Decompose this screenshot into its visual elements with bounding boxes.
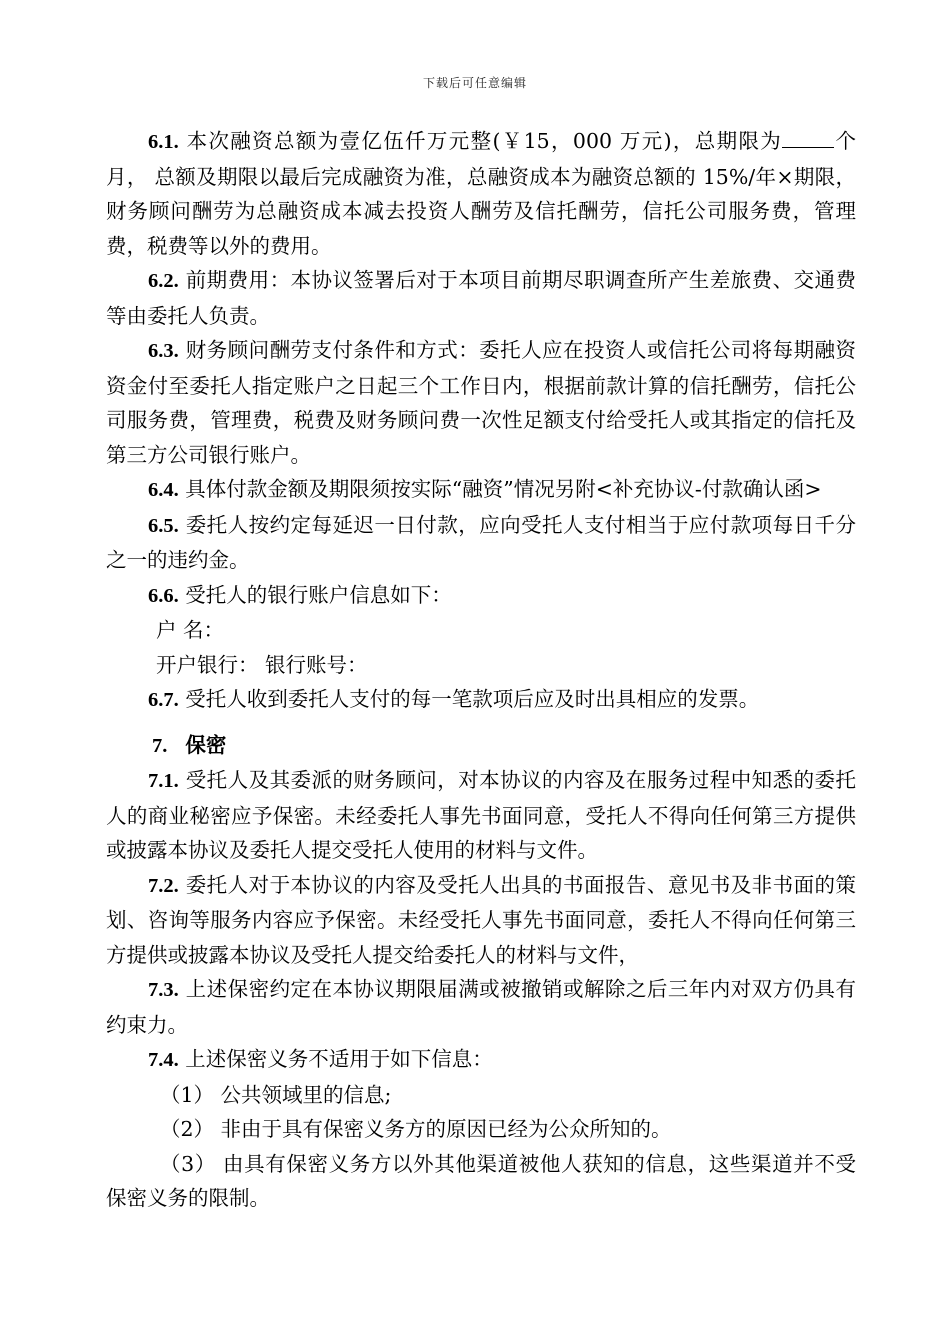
clause-text: 财务顾问酬劳支付条件和方式：委托人应在投资人或信托公司将每期融资资金付至委托人指定账户之日起三个工作日内，根据前款计算的信托酬劳，信托公司服务费，管理费，税费及财务顾问费一次性足额支付给受托人或其指定的信托及第三方公司银行账户。 (106, 338, 856, 467)
clause-7-3 (106, 972, 856, 1042)
clause-text: 上述保密约定在本协议期限届满或被撤销或解除之后三年内对双方仍具有约束力。 (106, 977, 856, 1037)
clause-text: 个月， 总额及期限以最后完成融资为准，总融资成本为融资总额的 15%/年×期限，财务顾问酬劳为总融资成本减去投资人酬劳及信托酬劳，信托公司服务费，管理费，税费等以外的费用。 (106, 129, 857, 258)
clause-6-5 (106, 508, 856, 578)
clause-number: 7.1. (148, 770, 179, 792)
section-title-text: 保密 (185, 732, 227, 757)
clause-6-4 (106, 472, 856, 508)
clause-text: 上述保密义务不适用于如下信息： (178, 1047, 493, 1071)
clause-text: 受托人及其委派的财务顾问，对本协议的内容及在服务过程中知悉的委托人的商业秘密应予保密。未经委托人事先书面同意，受托人不得向任何第三方提供或披露本协议及委托人提交受托人使用的材料与文件。 (106, 768, 856, 862)
section-number: 7. (152, 734, 168, 757)
clause-number: 6.1. (148, 131, 179, 153)
clause-6-2 (106, 263, 856, 333)
clause-6-1 (106, 124, 856, 263)
clause-number: 6.4. (148, 479, 179, 501)
clause-number: 6.5. (148, 514, 179, 537)
page-header: 下载后可任意编辑 (422, 76, 527, 90)
clause-7-1 (106, 763, 856, 868)
account-bank-line: 开户银行： 银行账号： (156, 652, 368, 677)
clause-text: 具体付款金额及期限须按实际“融资”情况另附<补充协议-付款确认函> (178, 477, 822, 501)
clause-number: 6.7. (148, 689, 179, 711)
clause-text: 受托人的银行账户信息如下： (178, 582, 452, 607)
clause-text: 前期费用：本协议签署后对于本项目前期尽职调查所产生差旅费、交通费等由委托人负责。 (106, 268, 856, 328)
list-item: （2） 非由于具有保密义务方的原因已经为公众所知的。 (160, 1117, 672, 1141)
clause-number: 6.3. (148, 340, 179, 362)
clause-6-6 (106, 578, 856, 614)
clause-text: 委托人按约定每延迟一日付款，应向受托人支付相当于应付款项每日千分之一的违约金。 (106, 512, 856, 572)
blank-line (782, 127, 834, 148)
document-body (106, 124, 856, 1216)
clause-6-3 (106, 333, 856, 472)
clause-number: 6.6. (148, 584, 179, 607)
clause-text: 受托人收到委托人支付的每一笔款项后应及时出具相应的发票。 (178, 687, 760, 711)
list-item: （3） 由具有保密义务方以外其他渠道被他人获知的信息，这些渠道并不受保密义务的限制。 (106, 1151, 856, 1210)
section-7-title (106, 728, 856, 764)
clause-number: 6.2. (148, 270, 179, 292)
account-name-line: 户 名： (156, 618, 225, 642)
clause-number: 7.2. (148, 874, 179, 897)
clause-number: 7.3. (148, 979, 179, 1001)
clause-text: 本次融资总额为壹亿伍仟万元整(￥15，000 万元)，总期限为 (178, 129, 783, 153)
clause-7-2 (106, 868, 856, 973)
clause-7-4 (106, 1042, 856, 1078)
clause-text: 委托人对于本协议的内容及受托人出具的书面报告、意见书及非书面的策划、咨询等服务内容应予保密。未经受托人事先书面同意，委托人不得向任何第三方提供或披露本协议及受托人提交给委托人的材料与文件， (106, 872, 856, 967)
list-item: （1） 公共领域里的信息; (160, 1082, 392, 1107)
clause-number: 7.4. (148, 1049, 179, 1071)
clause-6-7 (106, 682, 856, 718)
